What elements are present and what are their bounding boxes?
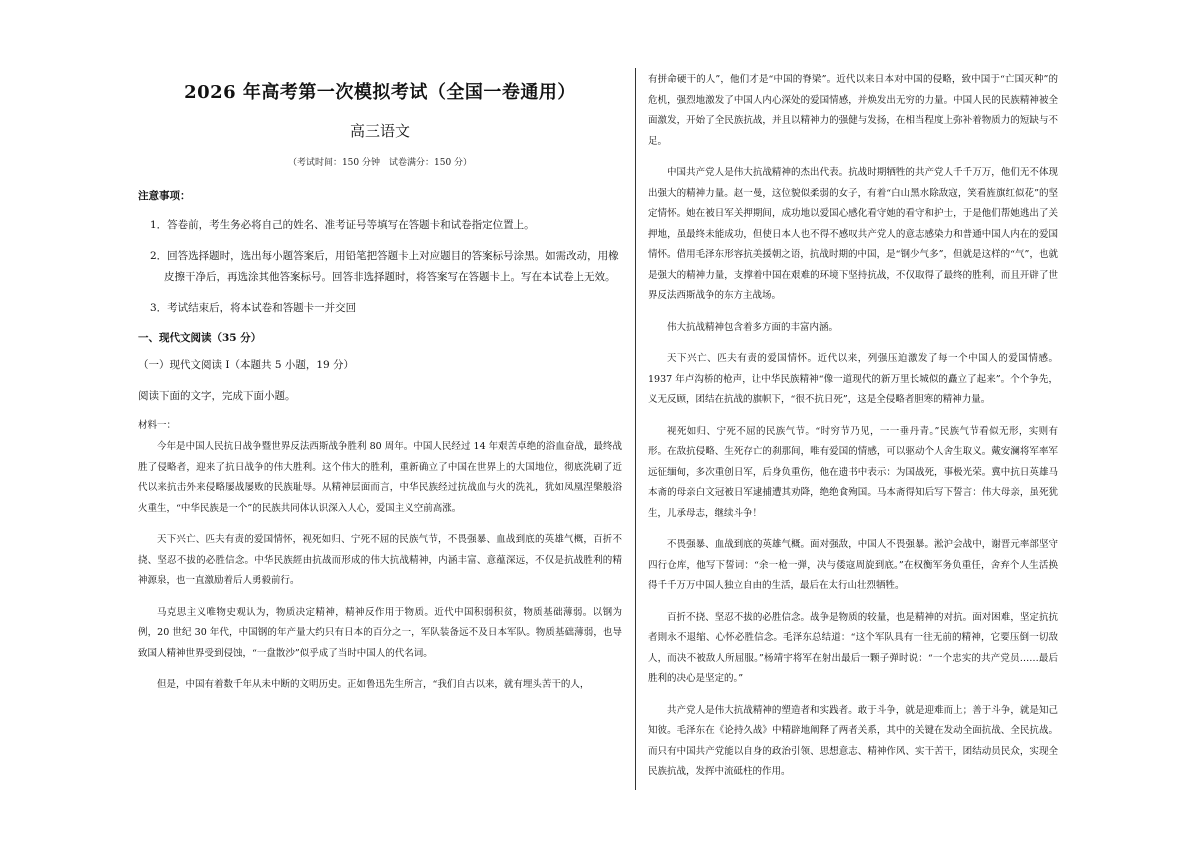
right-paragraph-1: 有拼命硬干的人”，他们才是“中国的脊梁”。近代以来日本对中国的侵略，致中国于“亡国灭种”的危机，强烈地激发了中国人内心深处的爱国情感，并焕发出无穷的力量。中国人民的民族精神被全面激发，开始了全民族抗战，并且以精神力的强健与发扬，在相当程度上弥补着物质力的短缺与不足。 <box>648 74 1058 147</box>
notice-3: 3．考试结束后，将本试卷和答题卡一并交回 <box>150 302 357 314</box>
left-paragraph-2: 天下兴亡、匹夫有责的爱国情怀，视死如归、宁死不屈的民族气节，不畏强暴、血战到底的英雄气概，百折不挠、坚忍不拔的必胜信念。中华民族經由抗战而形成的伟大抗战精神，内涵丰富、意蕴深远，不仅是抗战胜利的精神源泉，也一直激励着后人勇毅前行。 <box>138 534 622 586</box>
right-paragraph-2: 中国共产党人是伟大抗战精神的杰出代表。抗战时期牺牲的共产党人千千万万，他们无不体现出强大的精神力量。赵一曼，这位貌似柔弱的女子，有着“白山黑水除敌寇，笑看旌旗红似花”的坚定情怀。她在被日军关押期间，成功地以爱国心感化看守她的看守和护士，于是他们帮她逃出了关押地，虽最终未能成功，但使日本人也不得不感叹共产党人的意志感染力和普通中国人内在的爱国情怀。借用毛泽东形容抗美援朝之语，抗战时期的中国，是“钢少气多”，但就是这样的“气”，也就是强大的精神力量，支撑着中国在艰难的环境下坚持抗战，不仅取得了最终的胜利，而且开辟了世界反法西斯战争的东方主战场。 <box>648 167 1058 301</box>
right-paragraph-3: 伟大抗战精神包含着多方面的丰富内涵。 <box>667 321 839 333</box>
material-label: 材料一： <box>138 420 177 431</box>
exam-subject: 高三语文 <box>349 122 410 140</box>
left-paragraph-4: 但是，中国有着数千年从未中断的文明历史。正如鲁迅先生所言，“我们自古以来，就有埋头苦干的人， <box>157 679 590 690</box>
notice-title: 注意事项： <box>138 190 191 202</box>
notice-2-cont: 皮擦干净后，再选涂其他答案标号。回答非选择题时，将答案写在答题卡上。写在本试卷上无效。 <box>164 271 616 283</box>
right-paragraph-7: 百折不挠、坚忍不拔的必胜信念。战争是物质的较量，也是精神的对抗。面对困难，坚定抗抗者則永不退缩、心怀必胜信念。毛泽东总结道：“这个军队具有一往无前的精神，它要压倒一切敌人，而决不被敌人所屈服。”杨靖宇将军在射出最后一颗子弹时说：“一个忠实的共产党员……最后胜利的决心是坚定的。” <box>648 611 1058 684</box>
exam-info: （考试时间：150 分钟 试卷满分：150 分） <box>287 158 473 168</box>
left-column <box>138 70 622 696</box>
right-paragraph-6: 不畏强暴、血战到底的英雄气概。面对强敌，中国人不畏强暴。淞沪会战中，谢晋元率部坚守四行仓库，他写下誓词：“余一枪一弹，决与倭寇周旋到底。”在权衡军务负重任，舍弃个人生活换得千千万万中国人独立自由的生活，最后在太行山壮烈牺牲。 <box>648 539 1058 591</box>
notice-1: 1．答卷前，考生务必将自己的姓名、准考证号等填写在答题卡和试卷指定位置上。 <box>150 219 535 231</box>
section-heading: 一、现代文阅读（35 分） <box>138 332 262 344</box>
subsection-heading: （一）现代文阅读 I（本题共 5 小题，19 分） <box>138 359 355 371</box>
left-paragraph-3: 马克思主义唯物史观认为，物质决定精神，精神反作用于物质。近代中国积弱积贫，物质基础薄弱。以钢为例，20 世纪 30 年代，中国钢的年产量大约只有日本的百分之一，军队装备远不及日本军队。物质基础薄弱，也导致国人精神世界受到侵蚀，“一盘散沙”似乎成了当时中国人的代名词。 <box>138 606 622 659</box>
right-paragraph-5: 视死如归、宁死不屈的民族气节。“时穷节乃见，一一垂丹青。”民族气节看似无形，实则有形。在敌抗侵略、生死存亡的刹那间，唯有爱国的情感，可以驱动个人舍生取义。戴安澜将军率军远征缅甸，多次重创日军，后身负重伤，他在遗书中表示：为国战死，事极光荣。冀中抗日英雄马本斋的母亲白文冠被日军逮捕遭其劝降，绝绝食殉国。马本斋得知后写下誓言：伟大母亲，虽死犹生，儿承母志，继续斗争！ <box>648 425 1058 519</box>
left-paragraph-1: 今年是中国人民抗日战争暨世界反法西斯战争胜利 80 周年。中国人民经过 14 年艰苦卓绝的浴血奋战，最终战胜了侵略者，迎来了抗日战争的伟大胜利。这个伟大的胜利，重新确立了中国在世界上的大国地位，彻底洗刷了近代以来抗击外来侵略屡战屡败的民族耻辱。从精神层面而言，中华民族经过抗战血与火的洗礼，犹如凤凰涅槃般浴火重生，“中华民族是一个”的民族共同体认识深入人心，爱国主义空前高涨。 <box>138 441 622 514</box>
right-paragraph-8: 共产党人是伟大抗战精神的塑造者和实践者。敢于斗争，就是迎难而上；善于斗争，就是知己知彼。毛泽东在《论持久战》中精辟地阐释了两者关系，其中的关键在发动全面抗战、全民抗战。而只有中国共产党能以自身的政治引领、思想意志、精神作风、实干苦干，团结动员民众，实现全民族抗战，发挥中流砥柱的作用。 <box>648 704 1058 777</box>
right-paragraph-4: 天下兴亡、匹夫有责的爱国情怀。近代以来，列强压迫激发了每一个中国人的爱国情感。1937 年卢沟桥的枪声，让中华民族精神“像一道现代的新万里长城似的矗立了起来”。个个争先，义无反顾，团结在抗战的旗帜下，“很不抗日死”，这是全侵略者胆寒的精神力量。 <box>648 353 1058 405</box>
exam-title: 2026 年高考第一次模拟考试（全国一卷通用） <box>184 82 576 103</box>
reading-instruction: 阅读下面的文字，完成下面小题。 <box>138 390 296 402</box>
notice-2: 2．回答选择题时，选出每小题答案后，用铅笔把答题卡上对应题目的答案标号涂黑。如需改动，用橡 <box>150 250 619 262</box>
right-column <box>648 70 1058 783</box>
column-divider <box>635 68 636 790</box>
